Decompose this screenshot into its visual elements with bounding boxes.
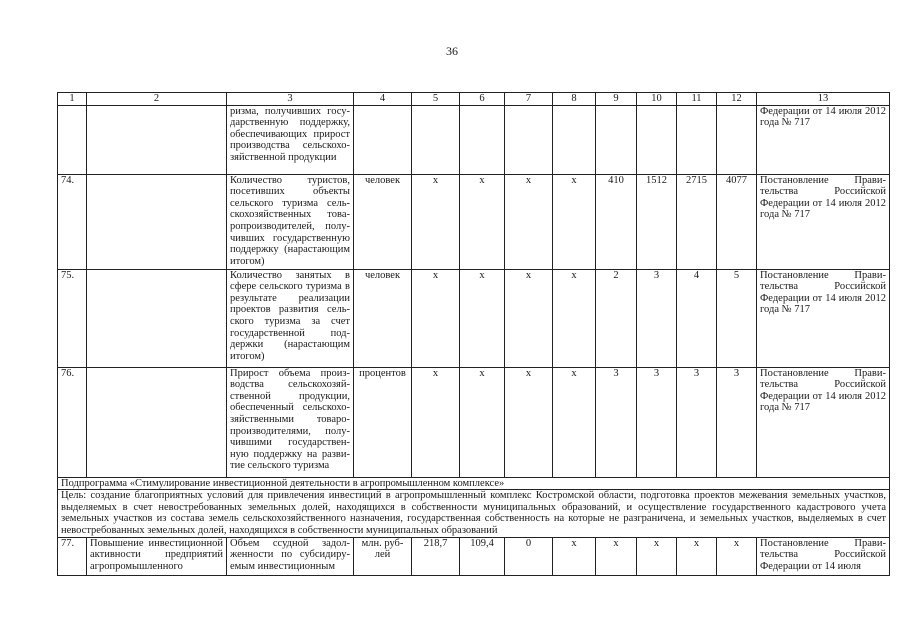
indicator-value	[637, 105, 677, 174]
unit-of-measure	[354, 105, 412, 174]
row-name: Повышение инвестиционной активности предприятий агропромышленного	[87, 537, 227, 575]
indicator-value: х	[677, 537, 717, 575]
indicator-value	[412, 105, 460, 174]
unit-of-measure: процентов	[354, 367, 412, 477]
indicator-value: 0	[505, 537, 553, 575]
indicator-value: х	[505, 269, 553, 367]
row-name	[87, 105, 227, 174]
indicator-value: 109,4	[460, 537, 505, 575]
indicator-name: Прирост объема производства сельскохозяйственной продукции, обеспеченный сельскохозяйственными товаропроизводителями, получившими государственную поддержку на развитие сельского туризма	[227, 367, 354, 477]
indicator-value: х	[460, 269, 505, 367]
indicator-name: Объем ссудной задолженности по субсидируемым инвестиционным	[227, 537, 354, 575]
row-number	[58, 105, 87, 174]
legal-basis: Постановление Правительства Российской Федерации от 14 июля	[757, 537, 890, 575]
column-number-header: 9	[596, 93, 637, 106]
column-number-header: 12	[717, 93, 757, 106]
column-number-header: 2	[87, 93, 227, 106]
indicator-value: х	[596, 537, 637, 575]
column-number-header: 11	[677, 93, 717, 106]
indicator-value: 218,7	[412, 537, 460, 575]
legal-basis: Постановление Правительства Российской Федерации от 14 июля 2012 года № 717	[757, 174, 890, 269]
column-number-header: 8	[553, 93, 596, 106]
indicator-value: х	[553, 537, 596, 575]
subprogram-title: Подпрограмма «Стимулирование инвестиционной деятельности в агропромышленном комплексе»	[58, 477, 890, 490]
subprogram-row	[58, 477, 890, 490]
indicator-value	[505, 105, 553, 174]
row-number: 74.	[58, 174, 87, 269]
indicator-value	[677, 105, 717, 174]
row-number: 77.	[58, 537, 87, 575]
indicator-value: 5	[717, 269, 757, 367]
column-number-header: 4	[354, 93, 412, 106]
indicator-value: х	[553, 174, 596, 269]
row-name	[87, 367, 227, 477]
legal-basis: Постановление Правительства Российской Федерации от 14 июля 2012 года № 717	[757, 367, 890, 477]
indicator-value: х	[553, 367, 596, 477]
indicators-table	[57, 92, 890, 576]
indicator-value: 3	[677, 367, 717, 477]
indicator-value	[460, 105, 505, 174]
column-number-header: 1	[58, 93, 87, 106]
indicator-value: х	[412, 367, 460, 477]
row-name	[87, 269, 227, 367]
indicator-value: 1512	[637, 174, 677, 269]
column-number-header: 10	[637, 93, 677, 106]
indicator-value: 410	[596, 174, 637, 269]
table-row	[58, 105, 890, 174]
indicator-value	[596, 105, 637, 174]
column-number-header: 6	[460, 93, 505, 106]
indicator-value: х	[717, 537, 757, 575]
unit-of-measure: человек	[354, 174, 412, 269]
table-row	[58, 367, 890, 477]
indicator-value: 2715	[677, 174, 717, 269]
indicator-value: х	[460, 367, 505, 477]
indicator-value	[553, 105, 596, 174]
table-header-row	[58, 93, 890, 106]
legal-basis: Постановление Правительства Российской Федерации от 14 июля 2012 года № 717	[757, 269, 890, 367]
indicator-value: 4077	[717, 174, 757, 269]
table-row	[58, 537, 890, 575]
indicator-name: Количество туристов, посетивших объекты сельского туризма сельскохозяйственных товаропроизводителей, получивших государственную поддержку (нарастающим итогом)	[227, 174, 354, 269]
column-number-header: 3	[227, 93, 354, 106]
indicator-value: х	[553, 269, 596, 367]
indicator-value: 3	[637, 367, 677, 477]
column-number-header: 5	[412, 93, 460, 106]
indicator-value: х	[505, 174, 553, 269]
indicator-value	[717, 105, 757, 174]
row-name	[87, 174, 227, 269]
table-row	[58, 269, 890, 367]
page-number: 36	[446, 44, 458, 58]
legal-basis: Федерации от 14 июля 2012 года № 717	[757, 105, 890, 174]
indicator-value: 3	[637, 269, 677, 367]
table-row	[58, 174, 890, 269]
indicator-value: х	[412, 174, 460, 269]
unit-of-measure: млн. рублей	[354, 537, 412, 575]
goal-row	[58, 490, 890, 537]
unit-of-measure: человек	[354, 269, 412, 367]
row-number: 76.	[58, 367, 87, 477]
indicator-value: х	[412, 269, 460, 367]
indicator-value: 4	[677, 269, 717, 367]
indicator-value: 3	[717, 367, 757, 477]
indicator-value: 2	[596, 269, 637, 367]
row-number: 75.	[58, 269, 87, 367]
column-number-header: 13	[757, 93, 890, 106]
subprogram-goal: Цель: создание благоприятных условий для привлечения инвестиций в агропромышленный комплекс Костромской области, подготовка проектов межевания земельных участков, выделяемых в счет невостребованных земельных долей, находящихся в собственности муниципальных образований, и осуществление государственного кадастрового учета земельных участков из состава земель сельскохозяйственного назначения, государственная собственность на которые не разграничена, и земельных участков, выделяемых в счет невостребованных земельных долей, находящихся в собственности муниципальных образований	[58, 490, 890, 537]
indicator-name: ризма, получивших государственную поддержку, обеспечивающих прирост производства сельскохозяйственной продукции	[227, 105, 354, 174]
indicator-name: Количество занятых в сфере сельского туризма в результате реализации проектов развития сельского туризма за счет государственной поддержки (нарастающим итогом)	[227, 269, 354, 367]
indicator-value: х	[505, 367, 553, 477]
indicator-value: х	[637, 537, 677, 575]
column-number-header: 7	[505, 93, 553, 106]
indicator-value: 3	[596, 367, 637, 477]
indicator-value: х	[460, 174, 505, 269]
